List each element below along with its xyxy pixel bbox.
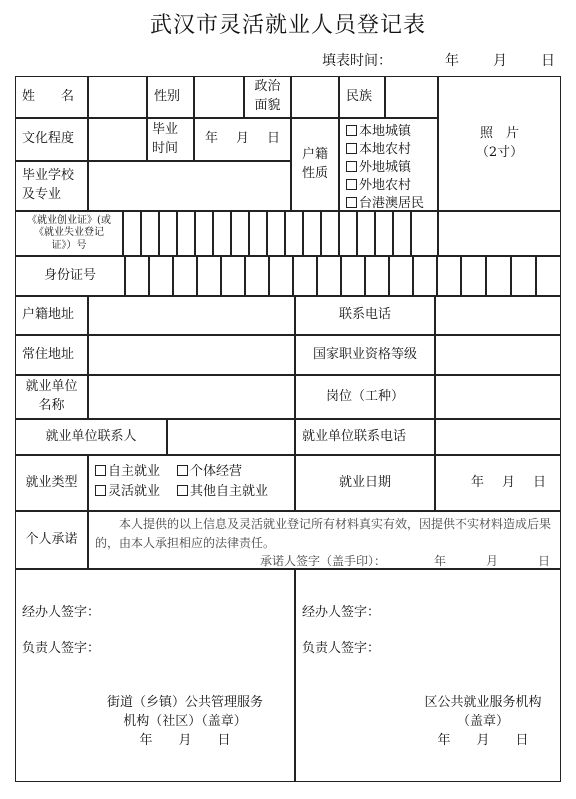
- checkbox-icon: [346, 197, 357, 208]
- checkbox-icon: [346, 125, 357, 136]
- month-label: 月: [493, 53, 507, 69]
- checkbox-icon: [346, 143, 357, 154]
- id-digit-cell[interactable]: [149, 256, 173, 296]
- cert-digit-cell[interactable]: [303, 211, 321, 256]
- grad-time-field[interactable]: 年 月 日: [194, 118, 291, 161]
- household-type-options: [339, 118, 438, 211]
- cert-digit-cell[interactable]: [339, 211, 357, 256]
- promise-cell: [88, 511, 561, 569]
- id-digit-cell[interactable]: [125, 256, 149, 296]
- left-leader-label: 负责人签字：: [22, 641, 101, 656]
- option-self-employment[interactable]: 自主就业: [95, 462, 177, 482]
- phone-field[interactable]: [435, 296, 561, 335]
- position-field[interactable]: [435, 375, 561, 419]
- day-label: 日: [541, 53, 555, 69]
- position-label: 岗位（工种）: [295, 375, 435, 419]
- promise-signature-line[interactable]: 承诺人签字（盖手印）： 年 月 日: [95, 552, 554, 571]
- id-digit-cell[interactable]: [173, 256, 197, 296]
- option-individual-business[interactable]: 个体经营: [177, 462, 242, 482]
- option-local-rural[interactable]: 本地农村: [346, 141, 437, 159]
- id-digit-cell[interactable]: [536, 256, 561, 296]
- id-digit-cell[interactable]: [245, 256, 269, 296]
- residence-label: 常住地址: [15, 335, 88, 375]
- gender-label: 性别: [147, 76, 194, 118]
- right-leader-label: 负责人签字：: [302, 641, 381, 656]
- fill-time-label: 填表时间：: [322, 53, 392, 69]
- cert-digit-cell[interactable]: [123, 211, 141, 256]
- residence-field[interactable]: [88, 335, 295, 375]
- promise-signature-label: 承诺人签字（盖手印）：: [259, 554, 386, 569]
- id-digit-cell[interactable]: [365, 256, 389, 296]
- id-digit-cell[interactable]: [341, 256, 365, 296]
- cert-digit-cell[interactable]: [321, 211, 339, 256]
- option-local-urban[interactable]: 本地城镇: [346, 123, 437, 141]
- cert-digit-cell[interactable]: [159, 211, 177, 256]
- cert-digit-cell[interactable]: [357, 211, 375, 256]
- name-label: 姓 名: [15, 76, 88, 118]
- id-digit-cell[interactable]: [413, 256, 437, 296]
- checkbox-icon: [177, 465, 188, 476]
- left-handler-label: 经办人签字：: [22, 605, 101, 620]
- gender-field[interactable]: [194, 76, 244, 118]
- name-field[interactable]: [88, 76, 147, 118]
- cert-digit-cell[interactable]: [249, 211, 267, 256]
- checkbox-icon: [346, 161, 357, 172]
- employer-phone-label: 就业单位联系电话: [295, 419, 435, 455]
- cert-digit-cell[interactable]: [393, 211, 411, 256]
- cert-blank-cell: [438, 211, 561, 256]
- option-nonlocal-rural[interactable]: 外地农村: [346, 177, 437, 195]
- id-digit-cell[interactable]: [511, 256, 536, 296]
- household-address-label: 户籍地址: [15, 296, 88, 335]
- fill-date: [445, 50, 555, 70]
- photo-label: 照 片: [479, 125, 519, 141]
- year-label: 年: [445, 53, 459, 69]
- household-address-field[interactable]: [88, 296, 295, 335]
- employment-type-options: [88, 455, 295, 511]
- employer-name-field[interactable]: [88, 375, 295, 419]
- left-org-name: 街道（乡镇）公共管理服务 机构（社区）（盖章） 年 月 日: [106, 695, 263, 748]
- promise-label: 个人承诺: [15, 511, 88, 569]
- household-type-label: 户籍 性质: [291, 118, 339, 211]
- employment-date-field[interactable]: 年 月 日: [435, 455, 561, 511]
- cert-digit-cell[interactable]: [195, 211, 213, 256]
- qualification-label: 国家职业资格等级: [295, 335, 435, 375]
- checkbox-icon: [346, 179, 357, 190]
- cert-digit-cell[interactable]: [177, 211, 195, 256]
- political-field[interactable]: [291, 76, 339, 118]
- right-handler-label: 经办人签字：: [302, 605, 381, 620]
- education-field[interactable]: [88, 118, 147, 161]
- education-label: 文化程度: [15, 118, 88, 161]
- employment-date-label: 就业日期: [295, 455, 435, 511]
- option-nonlocal-urban[interactable]: 外地城镇: [346, 159, 437, 177]
- registration-form: [16, 77, 561, 783]
- ethnicity-field[interactable]: [385, 76, 438, 118]
- id-digit-cell[interactable]: [486, 256, 511, 296]
- photo-size: （2寸）: [475, 144, 524, 160]
- id-digit-cell[interactable]: [221, 256, 245, 296]
- political-label: 政治 面貌: [244, 76, 291, 118]
- checkbox-icon: [95, 465, 106, 476]
- cert-digit-cell[interactable]: [231, 211, 249, 256]
- district-office-signature-box[interactable]: [295, 569, 561, 782]
- id-digit-cell[interactable]: [197, 256, 221, 296]
- cert-digit-cell[interactable]: [375, 211, 393, 256]
- phone-label: 联系电话: [295, 296, 435, 335]
- id-digit-cell[interactable]: [389, 256, 413, 296]
- street-office-signature-box[interactable]: [15, 569, 295, 782]
- cert-digit-cell[interactable]: [285, 211, 303, 256]
- checkbox-icon: [177, 485, 188, 496]
- option-hk-mo-tw[interactable]: 台港澳居民: [346, 195, 437, 213]
- grad-time-label: 毕业 时间: [147, 118, 194, 161]
- id-digit-cell[interactable]: [317, 256, 341, 296]
- photo-box[interactable]: [438, 76, 561, 211]
- id-digit-cell[interactable]: [461, 256, 486, 296]
- school-label: 毕业学校 及专业: [15, 161, 88, 211]
- id-number-label: 身份证号: [15, 256, 125, 296]
- employer-name-label: 就业单位 名称: [15, 375, 88, 419]
- id-digit-cell[interactable]: [293, 256, 317, 296]
- cert-digit-cell[interactable]: [411, 211, 438, 256]
- ethnicity-label: 民族: [339, 76, 385, 118]
- cert-digit-cell[interactable]: [141, 211, 159, 256]
- checkbox-icon: [95, 485, 106, 496]
- cert-number-label: 《就业创业证》(或 《就业失业登记 证》）号: [15, 211, 123, 256]
- option-other-self-employment[interactable]: 其他自主就业: [177, 482, 268, 502]
- option-flexible-employment[interactable]: 灵活就业: [95, 482, 177, 502]
- form-title: 武汉市灵活就业人员登记表: [149, 13, 426, 38]
- id-digit-cell[interactable]: [269, 256, 293, 296]
- employer-contact-label: 就业单位联系人: [15, 419, 167, 455]
- cert-digit-cell[interactable]: [267, 211, 285, 256]
- employer-contact-field[interactable]: [167, 419, 295, 455]
- id-digit-cell[interactable]: [437, 256, 461, 296]
- cert-digit-cell[interactable]: [213, 211, 231, 256]
- qualification-field[interactable]: [435, 335, 561, 375]
- employer-phone-field[interactable]: [435, 419, 561, 455]
- right-org-name: 区公共就业服务机构 （盖章） 年 月 日: [424, 695, 542, 748]
- employment-type-label: 就业类型: [15, 455, 88, 511]
- promise-text: 本人提供的以上信息及灵活就业登记所有材料真实有效，因提供不实材料造成后果的，由本人承担相应的法律责任。: [95, 517, 552, 550]
- school-field[interactable]: [88, 161, 291, 211]
